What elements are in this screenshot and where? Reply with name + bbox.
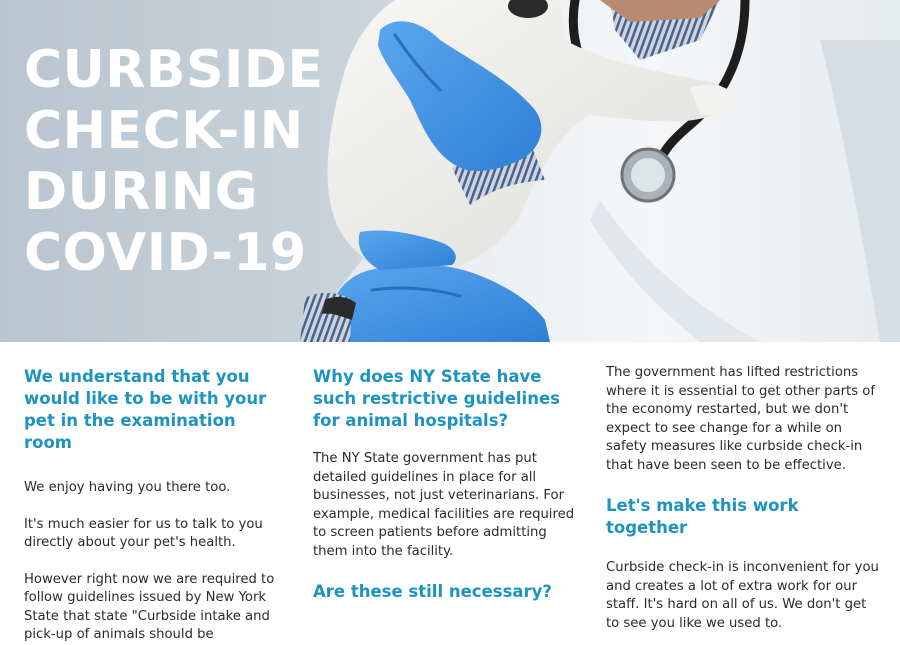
column-right (606, 361, 880, 633)
hero-title-line: CURBSIDE (24, 40, 324, 100)
hero-title (24, 40, 324, 284)
body-paragraph: The NY State government has put detailed guidelines in place for all businesses, not just veterinarians. For example, medical facilities are required to screen patients before admitting them into the facility. (313, 451, 575, 559)
section-heading: Let's make this work together (606, 496, 799, 537)
body-paragraph: However right now we are required to follow guidelines issued by New York State that state "Curbside intake and pick-up of animals should be (24, 571, 275, 642)
body-paragraph: It's much easier for us to talk to you directly about your pet's health. (24, 516, 263, 550)
body-paragraph: Curbside check-in is inconvenient for you and creates a lot of extra work for our staff. It's hard on all of us. We don't get to see you like we used to. (606, 560, 879, 631)
body-paragraph: We enjoy having you there too. (24, 480, 231, 495)
section-heading: We understand that you would like to be with your pet in the examination room (24, 367, 267, 452)
body-paragraph: The government has lifted restrictions where it is essential to get other parts of the economy restarted, but we don't expect to see change for a while on safety measures like curbside check-in that have been seen to be effective. (606, 365, 875, 473)
hero-title-line: CHECK-IN (24, 101, 304, 161)
section-heading: Why does NY State have such restrictive guidelines for animal hospitals? (313, 367, 560, 430)
section-heading: Are these still necessary? (313, 582, 552, 601)
column-middle (313, 362, 583, 603)
column-left (24, 362, 286, 645)
hero-title-line: DURING (24, 162, 258, 222)
hero-title-line: COVID-19 (24, 223, 307, 283)
